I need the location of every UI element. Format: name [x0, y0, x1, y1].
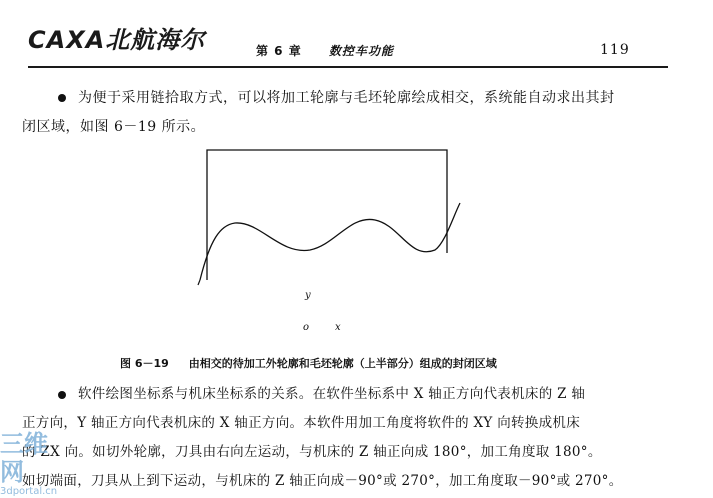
- paragraph-line: [22, 409, 623, 438]
- bullet-icon: [58, 94, 66, 102]
- caption-text: 由相交的待加工外轮廓和毛坯轮廓（上半部分）组成的封闭区域: [188, 357, 497, 370]
- caption-number: 图 6－19: [120, 357, 169, 370]
- axis-label-y: y: [305, 290, 311, 301]
- chapter-label: 第 6 章: [256, 44, 302, 58]
- paragraph-line: [22, 438, 623, 467]
- paragraph2-line3: 的 ZX 向。如切外轮廓，刀具由右向左运动，与机床的 Z 轴正向成 180°，加工角度取 180°。: [22, 444, 602, 460]
- page-number: 119: [600, 42, 630, 58]
- watermark-logo-text: 三维网: [0, 430, 48, 486]
- logo-text: CAXA北航海尔: [28, 26, 206, 54]
- figure-6-19: [195, 145, 475, 340]
- paragraph-line: [58, 84, 615, 113]
- chapter-title: 数控车功能: [328, 44, 394, 58]
- caxa-logo: [28, 22, 206, 58]
- paragraph-line: [58, 380, 623, 409]
- paragraph2-line2: 正方向，Y 轴正方向代表机床的 X 轴正方向。本软件用加工角度将软件的 XY 向转换成机床: [22, 415, 581, 431]
- paragraph1-line1: 为便于采用链拾取方式，可以将加工轮廓与毛坯轮廓绘成相交，系统能自动求出其封: [78, 90, 615, 106]
- part-contour: [200, 203, 460, 280]
- bullet-icon: [58, 391, 66, 399]
- figure-caption: [120, 355, 497, 371]
- paragraph2-line1: 软件绘图坐标系与机床坐标系的关系。在软件坐标系中 X 轴正方向代表机床的 Z 轴: [78, 386, 586, 402]
- paragraph-line: [22, 113, 615, 142]
- paragraph-line: [22, 467, 623, 496]
- header-rule: [28, 66, 668, 68]
- paragraph2-line4: 如切端面，刀具从上到下运动，与机床的 Z 轴正向成－90°或 270°，加工角度取－90°或 270°。: [22, 473, 623, 489]
- figure-drawing: [195, 145, 475, 340]
- blank-contour: [207, 150, 447, 280]
- part-contour-start: [198, 280, 200, 285]
- axis-label-x: x: [335, 322, 341, 333]
- paragraph-closed-region: [22, 84, 615, 142]
- chapter-heading: [256, 42, 394, 59]
- watermark-url: 3dportal.cn: [0, 486, 58, 497]
- axis-label-origin: o: [303, 322, 310, 333]
- site-watermark: [0, 430, 70, 497]
- paragraph1-line2: 闭区域，如图 6－19 所示。: [22, 119, 206, 135]
